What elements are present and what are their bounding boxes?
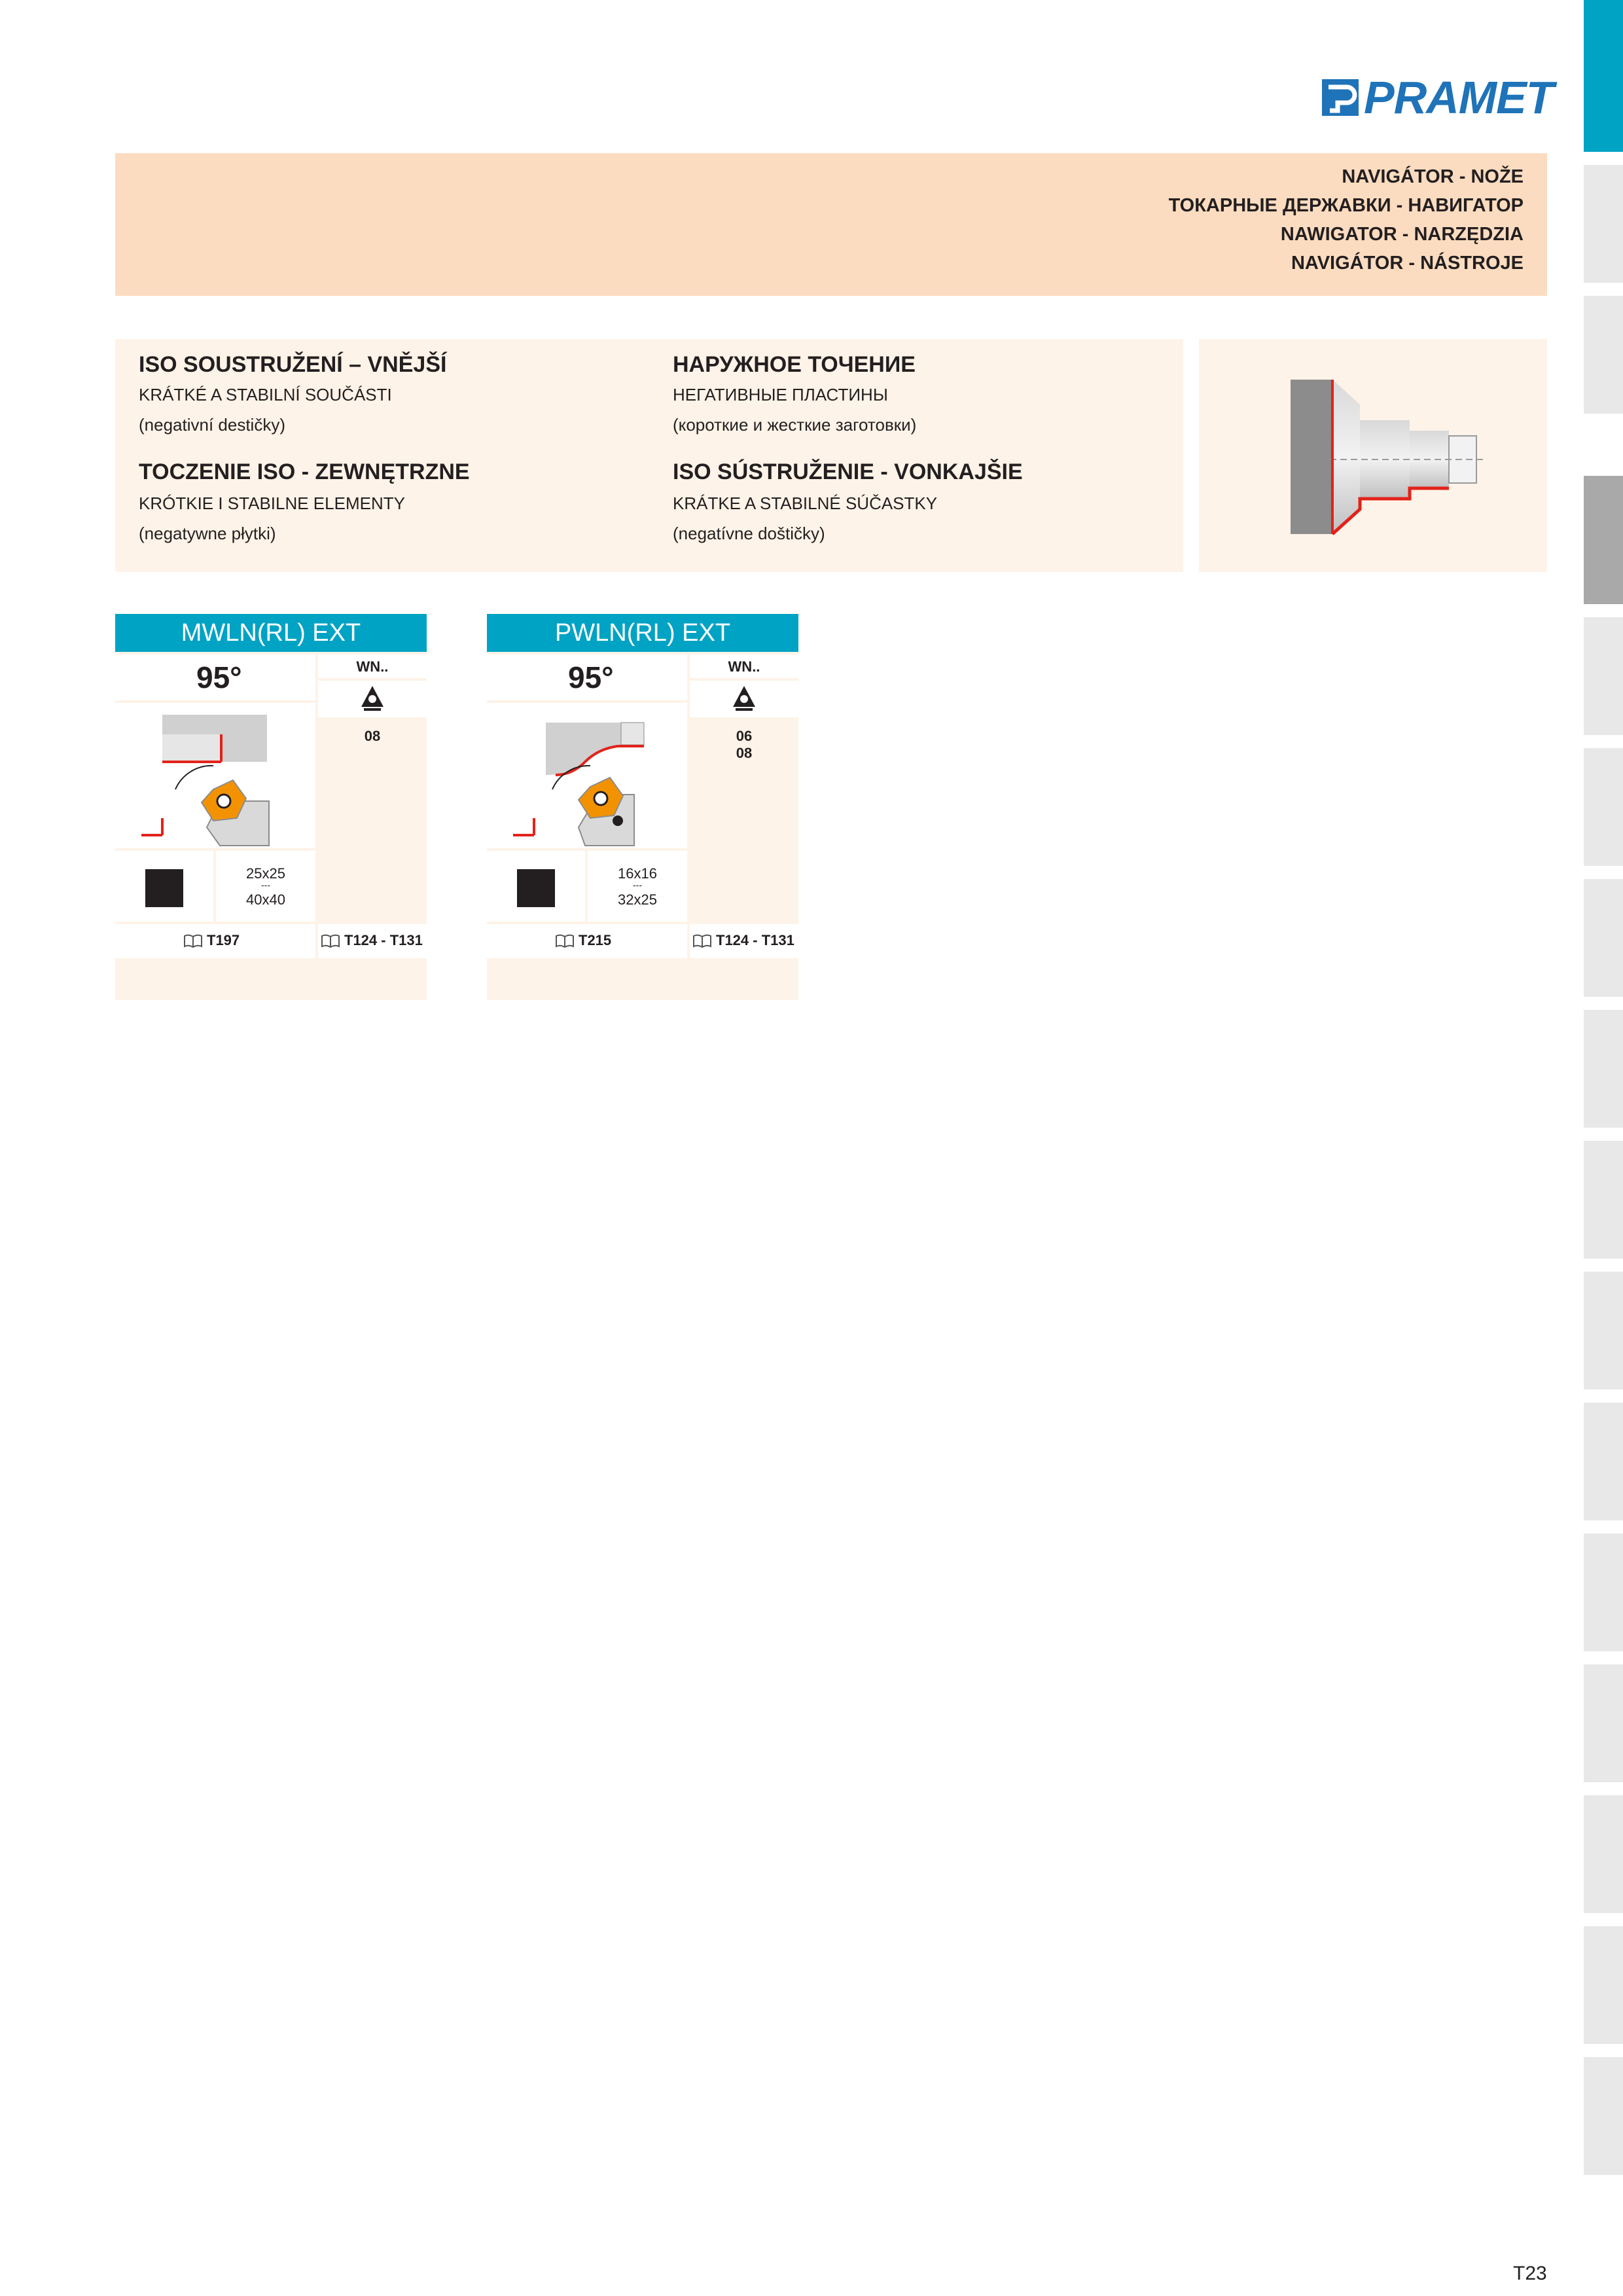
side-tab[interactable] xyxy=(1584,165,1623,283)
side-tab[interactable] xyxy=(1584,879,1623,997)
insert-icon-cell xyxy=(690,681,798,717)
approach-angle: 95° xyxy=(568,660,614,694)
section-sub-pl: KRÓTKIE I STABILNE ELEMENTY xyxy=(139,493,405,513)
page-reference-text: T215 xyxy=(579,932,612,948)
shank-separator: --- xyxy=(261,880,270,890)
side-tab-current[interactable] xyxy=(1584,476,1623,604)
section-sub-sk: KRÁTKE A STABILNÉ SÚČASTKY xyxy=(673,493,938,513)
side-tabs xyxy=(1584,0,1623,2219)
insert-size: 08 xyxy=(364,728,381,744)
holder-drawing xyxy=(115,703,315,848)
shank-max: 32x25 xyxy=(618,891,657,908)
shank-sizes xyxy=(216,851,315,922)
angle-cell xyxy=(115,655,315,700)
ref-right-cell[interactable] xyxy=(690,924,798,958)
insert-size: 06 xyxy=(736,728,753,744)
shank-separator: --- xyxy=(633,880,642,890)
section-title-sk: ISO SÚSTRUŽENIE - VONKAJŠIE xyxy=(673,459,1023,484)
shank-min: 25x25 xyxy=(246,865,285,882)
header-line: ТОКАРНЫЕ ДЕРЖАВКИ - НАВИГАТОР xyxy=(1168,195,1524,216)
page-reference-text: T197 xyxy=(207,932,240,948)
section-note-pl: (negatywne płytki) xyxy=(139,524,276,543)
side-tab[interactable] xyxy=(1584,296,1623,414)
section-title-cz: ISO SOUSTRUŽENÍ – VNĚJŠÍ xyxy=(139,352,447,377)
logo-mark-icon xyxy=(1321,78,1360,117)
square-shank-icon xyxy=(145,869,183,907)
side-tab[interactable] xyxy=(1584,1795,1623,1913)
side-tab[interactable] xyxy=(1584,1141,1623,1259)
book-icon xyxy=(555,933,575,948)
side-tab[interactable] xyxy=(1584,1664,1623,1782)
page-reference-text: T124 - T131 xyxy=(344,932,423,948)
card-title[interactable]: MWLN(RL) EXT xyxy=(115,614,427,652)
square-shank-icon xyxy=(517,869,555,907)
holder-drawing xyxy=(487,703,687,848)
section-title-pl: TOCZENIE ISO - ZEWNĘTRZNE xyxy=(139,459,470,484)
header-band xyxy=(115,153,1547,296)
brand-logo xyxy=(1321,73,1554,122)
section-sub-ru: НЕГАТИВНЫЕ ПЛАСТИНЫ xyxy=(673,385,888,404)
section-title-ru: НАРУЖНОЕ ТОЧЕНИЕ xyxy=(673,352,916,377)
section-description xyxy=(115,339,1183,572)
approach-angle: 95° xyxy=(196,660,242,694)
header-line: NAVIGÁTOR - NOŽE xyxy=(1342,166,1524,187)
side-tab[interactable] xyxy=(1584,748,1623,866)
header-line: NAWIGATOR - NARZĘDZIA xyxy=(1280,224,1524,245)
page-reference[interactable] xyxy=(321,932,423,949)
section-note-cz: (negativní destičky) xyxy=(139,415,285,435)
section-note-ru: (короткие и жесткие заготовки) xyxy=(673,415,917,435)
product-card-pwln[interactable] xyxy=(487,614,798,1000)
insert-type-cell xyxy=(690,655,798,678)
side-tab[interactable] xyxy=(1584,1403,1623,1520)
card-title[interactable]: PWLN(RL) EXT xyxy=(487,614,798,652)
book-icon xyxy=(321,933,340,948)
side-tab[interactable] xyxy=(1584,1926,1623,2044)
page-reference[interactable] xyxy=(183,932,240,949)
logo-text: PRAMET xyxy=(1364,72,1554,123)
workpiece-illustration xyxy=(1199,339,1547,572)
product-card-mwln[interactable] xyxy=(115,614,427,1000)
section-sub-cz: KRÁTKÉ A STABILNÍ SOUČÁSTI xyxy=(139,385,392,404)
shank-max: 40x40 xyxy=(246,891,285,908)
ref-left-cell[interactable] xyxy=(487,924,687,958)
insert-type: WN.. xyxy=(728,658,760,675)
side-tab[interactable] xyxy=(1584,1272,1623,1390)
angle-cell xyxy=(487,655,687,700)
insert-sizes xyxy=(690,720,798,922)
ref-right-cell[interactable] xyxy=(318,924,427,958)
shank-icon-cell xyxy=(487,851,585,922)
insert-sizes xyxy=(318,720,427,922)
insert-size: 08 xyxy=(736,745,753,761)
page-number: T23 xyxy=(1513,2263,1547,2284)
insert-shape-icon xyxy=(690,681,798,717)
book-icon xyxy=(692,933,712,948)
page-reference-text: T124 - T131 xyxy=(716,932,794,948)
ref-left-cell[interactable] xyxy=(115,924,315,958)
insert-type-cell xyxy=(318,655,427,678)
header-line: NAVIGÁTOR - NÁSTROJE xyxy=(1291,253,1524,274)
side-tab[interactable] xyxy=(1584,2057,1623,2175)
shank-icon-cell xyxy=(115,851,213,922)
page-reference[interactable] xyxy=(555,932,611,949)
shank-sizes xyxy=(588,851,687,922)
section-note-sk: (negatívne doštičky) xyxy=(673,524,825,543)
insert-type: WN.. xyxy=(356,658,389,675)
shank-min: 16x16 xyxy=(618,865,657,882)
side-tab[interactable] xyxy=(1584,617,1623,735)
side-tab[interactable] xyxy=(1584,1534,1623,1651)
side-tab[interactable] xyxy=(1584,1010,1623,1128)
insert-shape-icon xyxy=(318,681,427,717)
page-reference[interactable] xyxy=(692,932,794,949)
book-icon xyxy=(183,933,203,948)
insert-icon-cell xyxy=(318,681,427,717)
side-tab-active[interactable] xyxy=(1584,0,1623,152)
